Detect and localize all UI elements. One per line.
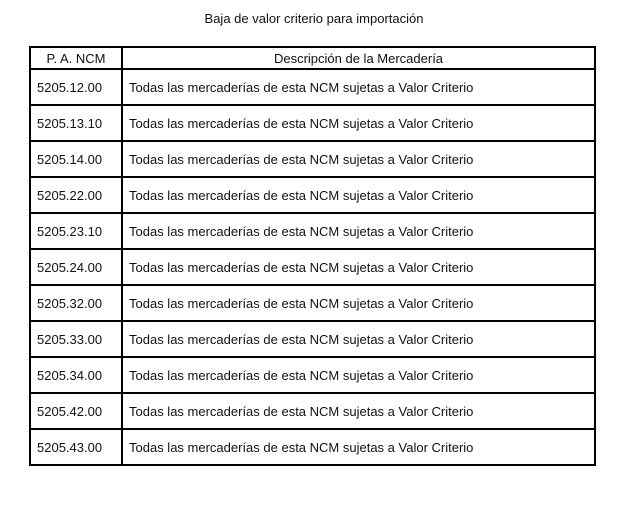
ncm-code-cell: 5205.22.00 <box>30 177 122 213</box>
table-row <box>30 249 595 285</box>
header-description: Descripción de la Mercadería <box>122 47 595 69</box>
header-ncm-code: P. A. NCM <box>30 47 122 69</box>
ncm-code-cell: 5205.12.00 <box>30 69 122 105</box>
table-row <box>30 69 595 105</box>
ncm-description-cell: Todas las mercaderías de esta NCM sujetas a Valor Criterio <box>122 249 595 285</box>
table-row <box>30 429 595 465</box>
ncm-description-cell: Todas las mercaderías de esta NCM sujetas a Valor Criterio <box>122 213 595 249</box>
ncm-table <box>29 46 596 466</box>
ncm-description-cell: Todas las mercaderías de esta NCM sujetas a Valor Criterio <box>122 69 595 105</box>
ncm-description-cell: Todas las mercaderías de esta NCM sujetas a Valor Criterio <box>122 393 595 429</box>
ncm-description-cell: Todas las mercaderías de esta NCM sujetas a Valor Criterio <box>122 357 595 393</box>
ncm-code-cell: 5205.32.00 <box>30 285 122 321</box>
header-row <box>30 47 595 69</box>
ncm-description-cell: Todas las mercaderías de esta NCM sujetas a Valor Criterio <box>122 321 595 357</box>
ncm-code-cell: 5205.43.00 <box>30 429 122 465</box>
ncm-code-cell: 5205.34.00 <box>30 357 122 393</box>
table-row <box>30 141 595 177</box>
ncm-code-cell: 5205.23.10 <box>30 213 122 249</box>
ncm-code-cell: 5205.14.00 <box>30 141 122 177</box>
ncm-code-cell: 5205.42.00 <box>30 393 122 429</box>
table-row <box>30 105 595 141</box>
table-row <box>30 213 595 249</box>
ncm-code-cell: 5205.13.10 <box>30 105 122 141</box>
table-row <box>30 177 595 213</box>
ncm-code-cell: 5205.33.00 <box>30 321 122 357</box>
table-row <box>30 357 595 393</box>
ncm-description-cell: Todas las mercaderías de esta NCM sujetas a Valor Criterio <box>122 429 595 465</box>
ncm-description-cell: Todas las mercaderías de esta NCM sujetas a Valor Criterio <box>122 105 595 141</box>
ncm-description-cell: Todas las mercaderías de esta NCM sujetas a Valor Criterio <box>122 141 595 177</box>
ncm-description-cell: Todas las mercaderías de esta NCM sujetas a Valor Criterio <box>122 285 595 321</box>
document-title: Baja de valor criterio para importación <box>204 11 424 26</box>
ncm-description-cell: Todas las mercaderías de esta NCM sujetas a Valor Criterio <box>122 177 595 213</box>
table-row <box>30 285 595 321</box>
table-row <box>30 321 595 357</box>
table-body <box>30 69 595 465</box>
table-header <box>30 47 595 69</box>
table-row <box>30 393 595 429</box>
ncm-code-cell: 5205.24.00 <box>30 249 122 285</box>
